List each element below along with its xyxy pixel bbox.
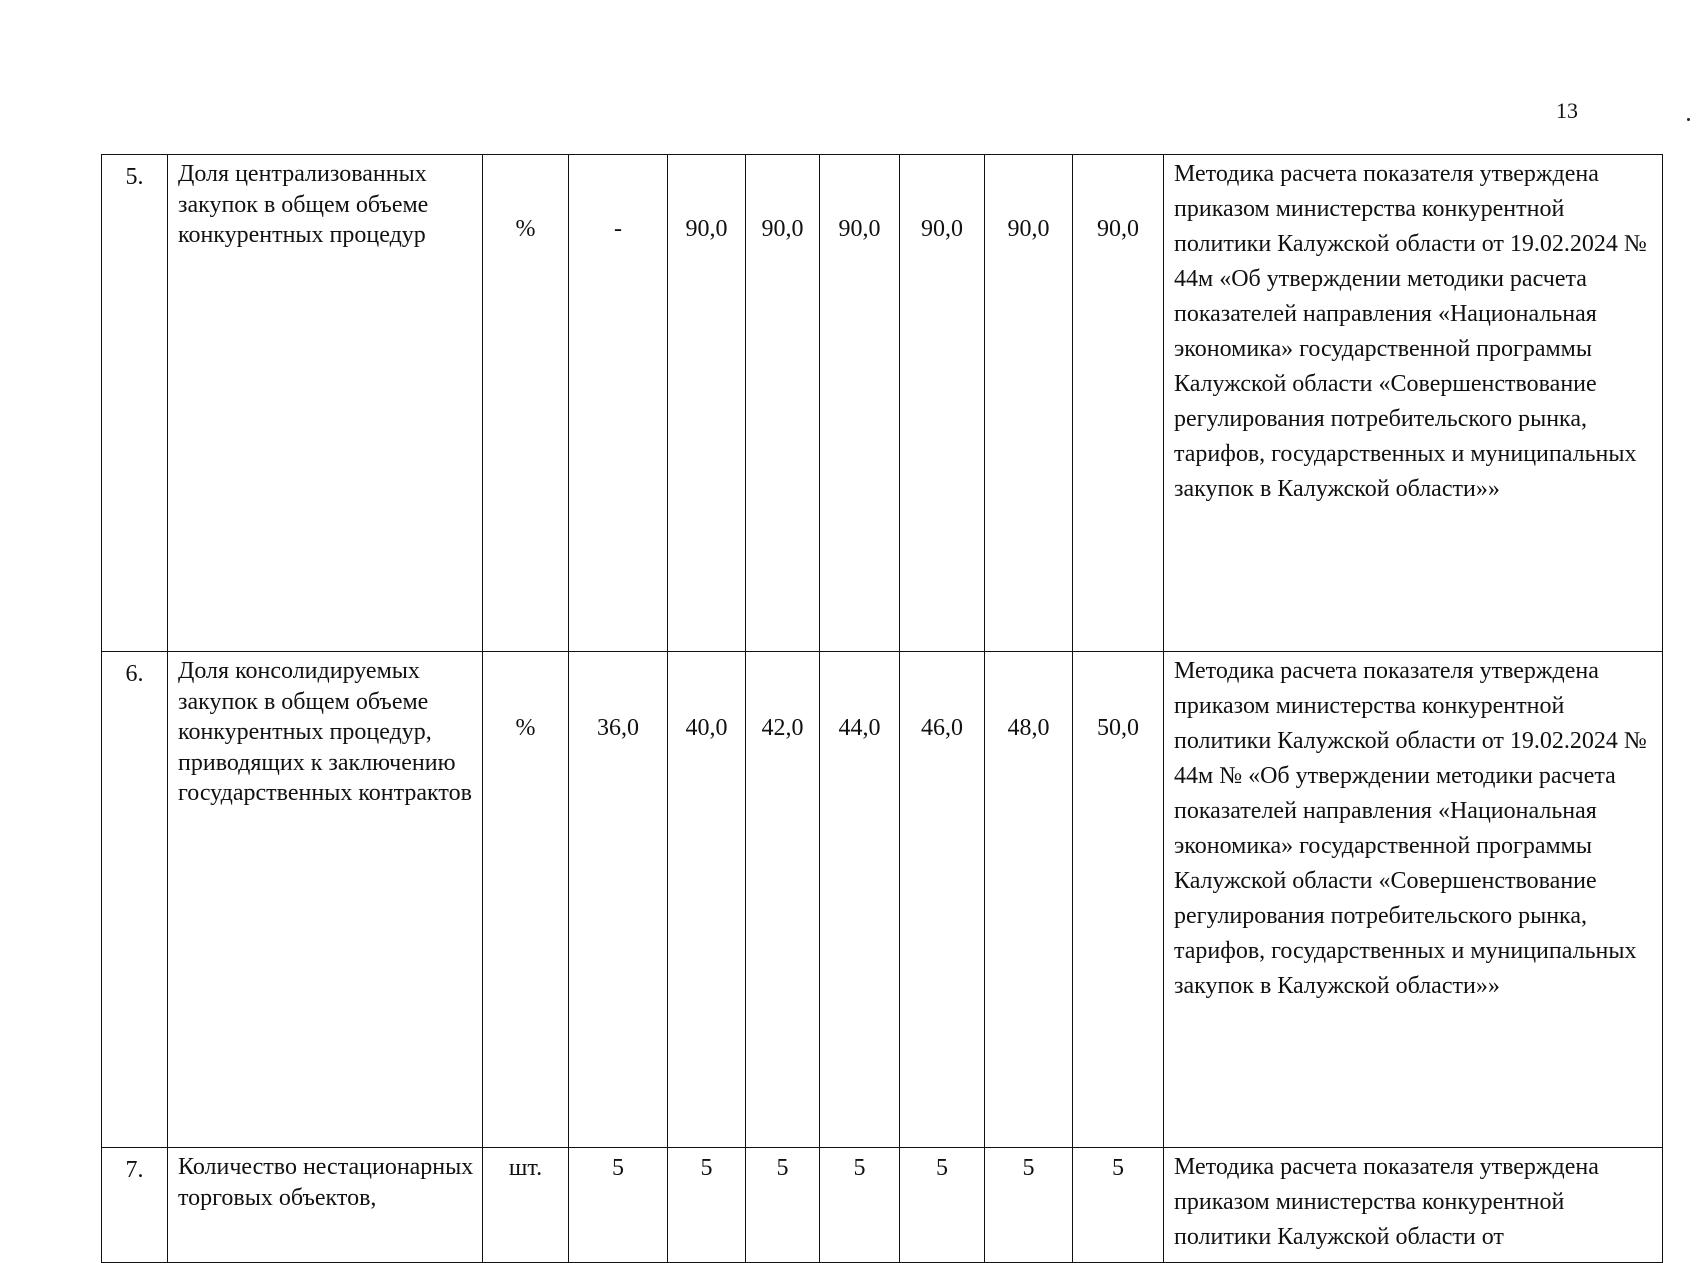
value-cell: 90,0 — [900, 155, 985, 652]
value-cell: 90,0 — [1073, 155, 1164, 652]
unit-cell: шт. — [483, 1148, 569, 1263]
value-cell: 48,0 — [985, 652, 1073, 1148]
table-row — [102, 652, 1663, 1148]
methodology-text: Методика расчета показателя утверждена приказом министерства конкурентной политики Калужской области от — [1174, 1154, 1599, 1250]
value-cell: 36,0 — [569, 652, 668, 1148]
page-number: 13 — [1556, 98, 1578, 123]
indicator-name-text: Количество нестационарных торговых объектов, — [178, 1154, 474, 1211]
unit-cell: % — [483, 155, 569, 652]
value-cell: 5 — [820, 1148, 900, 1263]
value-cell: 50,0 — [1073, 652, 1164, 1148]
methodology-cell: Методика расчета показателя утверждена приказом министерства конкурентной политики Калужской области от 19.02.2024 № 44м № «Об утверждении методики расчета показателей направления «Национальная экономика» государственной программы Калужской области «Совершенствование регулирования потребительского рынка, тарифов, государственных и муниципальных закупок в Калужской области»» — [1164, 652, 1663, 1148]
value-cell: 42,0 — [746, 652, 820, 1148]
value-cell: 90,0 — [746, 155, 820, 652]
row-number: 6. — [102, 652, 168, 1148]
table-row — [102, 1148, 1663, 1263]
value-cell: 5 — [569, 1148, 668, 1263]
indicator-name: Доля централизованных закупок в общем объеме конкурентных процедур — [168, 155, 483, 652]
indicators-table — [101, 154, 1663, 1263]
value-cell: - — [569, 155, 668, 652]
value-cell: 46,0 — [900, 652, 985, 1148]
value-cell: 5 — [900, 1148, 985, 1263]
value-cell: 5 — [746, 1148, 820, 1263]
value-cell: 90,0 — [985, 155, 1073, 652]
methodology-cell — [1164, 1148, 1663, 1263]
value-cell: 90,0 — [668, 155, 746, 652]
row-number: 7. — [102, 1148, 168, 1263]
value-cell: 5 — [985, 1148, 1073, 1263]
scan-speck — [1687, 118, 1690, 121]
indicator-name — [168, 1148, 483, 1263]
value-cell: 5 — [1073, 1148, 1164, 1263]
value-cell: 44,0 — [820, 652, 900, 1148]
row-number: 5. — [102, 155, 168, 652]
methodology-cell: Методика расчета показателя утверждена приказом министерства конкурентной политики Калужской области от 19.02.2024 № 44м «Об утверждении методики расчета показателей направления «Национальная экономика» государственной программы Калужской области «Совершенствование регулирования потребительского рынка, тарифов, государственных и муниципальных закупок в Калужской области»» — [1164, 155, 1663, 652]
indicator-name: Доля консолидируемых закупок в общем объеме конкурентных процедур, приводящих к заключению государственных контрактов — [168, 652, 483, 1148]
value-cell: 90,0 — [820, 155, 900, 652]
unit-cell: % — [483, 652, 569, 1148]
value-cell: 5 — [668, 1148, 746, 1263]
table-row — [102, 155, 1663, 652]
value-cell: 40,0 — [668, 652, 746, 1148]
